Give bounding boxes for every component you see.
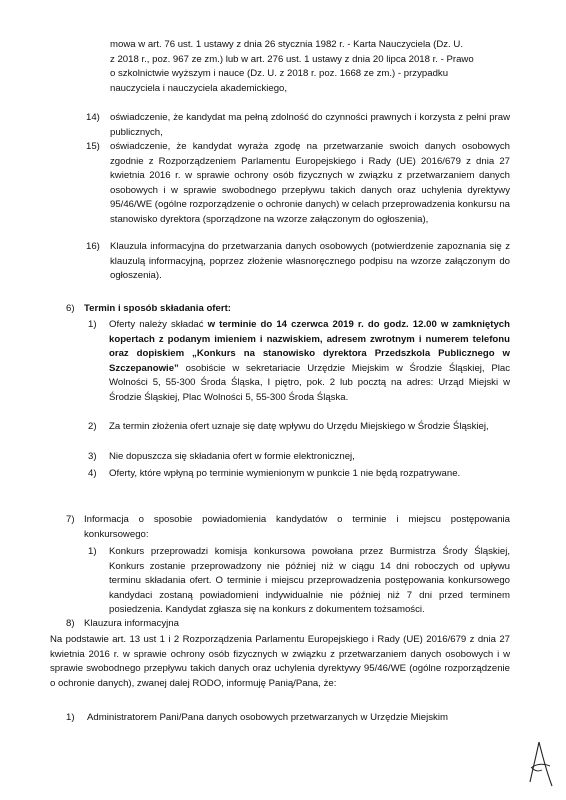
list-item-text: Klauzula informacyjna do przetwarzania danych osobowych (potwierdzenie zapoznania się z klauzulą informacyjną, poprzez złożenie własnoręcznego podpisu na wzorze załączonym do ogłoszenia). [110,241,510,282]
list-item-text: oświadczenie, że kandydat ma pełną zdolność do czynności prawnych i korzysta z pełni praw publicznych, [110,112,510,138]
list-item-number: 16) [86,241,100,252]
text-run: Oferty należy składać [109,319,208,330]
list-item-number: 14) [86,112,100,123]
section-6-item-3 [88,450,510,465]
list-item-number: 1) [66,712,75,723]
continuation-line: z 2018 r., poz. 967 ze zm.) lub w art. 276 ust. 1 ustawy z dnia 20 lipca 2018 r. - Prawo [110,53,474,65]
item-13-continuation [110,38,510,96]
section-title: Informacja o sposobie powiadomienia kandydatów o terminie i miejscu postępowania konkursowego: [84,514,510,540]
section-7-item-1 [88,545,510,618]
list-item-number: 1) [88,319,97,330]
continuation-line: o szkolnictwie wyższym i nauce (Dz. U. z 2018 r. poz. 1668 ze zm.) - przypadku [110,68,449,80]
continuation-line: nauczyciela i nauczyciela akademickiego, [110,82,288,94]
list-item-text: Za termin złożenia ofert uznaje się datę wpływu do Urzędu Miejskiego w Środzie Śląskiej, [109,421,489,432]
section-6-item-1 [88,318,510,406]
list-item-number: 15) [86,141,100,152]
list-item-16 [86,240,510,284]
list-item-text: Administratorem Pani/Pana danych osobowych przetwarzanych w Urzędzie Miejskim [87,712,448,723]
section-number: 6) [66,303,75,314]
list-item-number: 2) [88,421,97,432]
list-item-text: Nie dopuszcza się składania ofert w formie elektronicznej, [109,451,355,462]
list-item-number: 4) [88,468,97,479]
section-title: Klauzura informacyjna [84,618,179,629]
section-title: Termin i sposób składania ofert: [84,303,231,314]
section-8-heading [66,617,510,632]
section-6-item-2 [88,420,510,435]
section-6-heading [66,302,510,317]
handwritten-initial-icon [526,738,556,790]
list-item-text: oświadczenie, że kandydat wyraża zgodę na przetwarzanie swoich danych osobowych zgodnie z Rozporządzeniem Parlamentu Europejskiego i Rady (UE) 2016/679 z dnia 27 kwietnia 2016 r. w sprawie ochrony osób fizycznych w związku z przetwarzaniem danych osobowych i w sprawie swobodnego przepływu takich danych oraz uchylenia dyrektywy 95/46/WE (ogólne rozporządzenie o ochronie danych) w celach przeprowadzenia konkursu na stanowisko dyrektora (sporządzone na wzorze załączonym do ogłoszenia), [110,141,510,225]
continuation-line: mowa w art. 76 ust. 1 ustawy z dnia 26 stycznia 1982 r. - Karta Nauczyciela (Dz. U. [110,39,463,50]
list-item-text: Oferty, które wpłyną po terminie wymienionym w punkcie 1 nie będą rozpatrywane. [109,468,461,479]
text-run: osobiście w sekretariacie Urzędzie Miejskim w Środzie Śląskiej, Plac Wolności 5, 55-300 Środa Śląska, I piętro, pok. 2 lub pocztą na adres: Urząd Miejski w Środzie Śląskiej, Plac Wolności 5, 55-300 Środa Śląska. [109,362,510,403]
section-number: 8) [66,618,75,629]
list-item-number: 1) [88,546,97,557]
section-number: 7) [66,514,75,525]
list-item-text [109,318,510,406]
section-8-item-1 [66,711,510,726]
list-item-15 [86,140,510,228]
section-6-item-4 [88,467,510,482]
list-item-number: 3) [88,451,97,462]
section-8-paragraph: Na podstawie art. 13 ust 1 i 2 Rozporządzenia Parlamentu Europejskiego i Rady (UE) 2016/679 z dnia 27 kwietnia 2016 r. w sprawie ochrony osób fizycznych w związku z przetwarzaniem danych osobowych i w sprawie swobodnego przepływu takich danych oraz uchylenia dyrektywy 95/46/WE (ogólne rozporządzenie o ochronie danych), zwanej dalej RODO, informuję Panią/Pana, że: [50,634,510,689]
list-item-text: Konkurs przeprowadzi komisja konkursowa powołana przez Burmistrza Środy Śląskiej, Konkurs zostanie przeprowadzony nie później niż w ciągu 14 dni roboczych od upływu terminu składania ofert. O terminie i miejscu przeprowadzenia postępowania konkursowego kandydaci zostaną powiadomieni indywidualnie nie później niż 7 dni przed terminem posiedzenia. Kandydat zgłasza się na konkurs z dokumentem tożsamości. [109,546,510,616]
section-7-heading [66,513,510,542]
list-item-14 [86,111,510,140]
bold-text-run: w terminie do 14 czerwca 2019 r. do godz. 12.00 w zamkniętych kopertach z podanym imieniem i nazwiskiem, adresem zwrotnym i numerem telefonu oraz dopiskiem „Konkurs na stanowisko dyrektora Przedszkola Publicznego w Szczepanowie” [109,319,510,374]
